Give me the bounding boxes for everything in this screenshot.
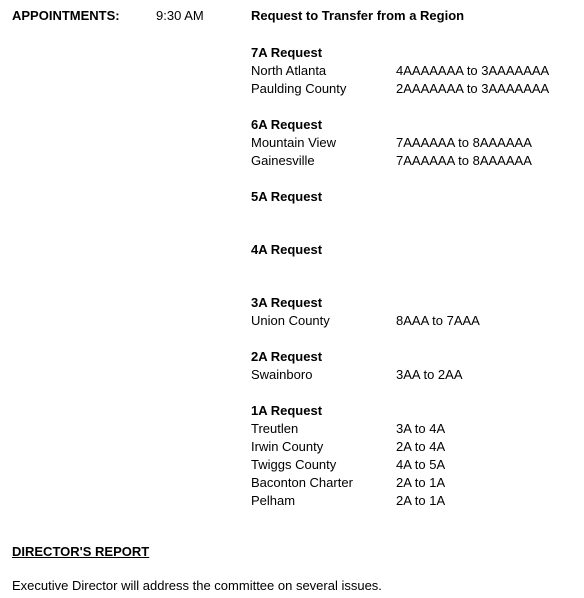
classification-change: 2A to 4A	[396, 439, 446, 454]
school-name: Gainesville	[251, 153, 315, 168]
director-report-heading: DIRECTOR'S REPORT	[12, 544, 150, 559]
school-name: Twiggs County	[251, 457, 337, 472]
school-name: Treutlen	[251, 421, 299, 436]
classification-change: 7AAAAAA to 8AAAAAA	[396, 153, 532, 168]
school-name: Union County	[251, 313, 330, 328]
request-title: 2A Request	[251, 349, 323, 364]
request-block	[251, 348, 571, 384]
request-block	[251, 44, 571, 98]
request-title: 6A Request	[251, 117, 323, 132]
classification-change: 7AAAAAA to 8AAAAAA	[396, 135, 532, 150]
request-row	[251, 62, 571, 80]
classification-change: 4A to 5A	[396, 457, 446, 472]
classification-change: 3AA to 2AA	[396, 367, 463, 382]
classification-change: 3A to 4A	[396, 421, 446, 436]
school-name: North Atlanta	[251, 63, 327, 78]
request-title: 3A Request	[251, 295, 323, 310]
appointment-time: 9:30 AM	[156, 8, 204, 23]
school-name: Irwin County	[251, 439, 324, 454]
request-block	[251, 116, 571, 170]
classification-change: 8AAA to 7AAA	[396, 313, 480, 328]
request-row	[251, 312, 571, 330]
school-name: Mountain View	[251, 135, 337, 150]
request-block	[251, 402, 571, 510]
request-title: 7A Request	[251, 45, 323, 60]
school-name: Paulding County	[251, 81, 347, 96]
section-label: APPOINTMENTS:	[12, 8, 120, 23]
school-name: Swainboro	[251, 367, 313, 382]
request-row	[251, 474, 571, 492]
request-row	[251, 134, 571, 152]
classification-change: 2A to 1A	[396, 493, 446, 508]
school-name: Baconton Charter	[251, 475, 353, 490]
request-row	[251, 456, 571, 474]
request-row	[251, 438, 571, 456]
request-title: 1A Request	[251, 403, 323, 418]
request-row	[251, 152, 571, 170]
request-row	[251, 420, 571, 438]
page-title: Request to Transfer from a Region	[251, 8, 465, 23]
request-row	[251, 492, 571, 510]
request-title: 5A Request	[251, 189, 323, 204]
request-block	[251, 188, 571, 206]
classification-change: 2AAAAAAA to 3AAAAAAA	[396, 81, 550, 96]
director-report-text: Executive Director will address the committee on several issues.	[12, 578, 382, 593]
request-block	[251, 294, 571, 330]
request-list	[251, 44, 571, 528]
classification-change: 4AAAAAAA to 3AAAAAAA	[396, 63, 550, 78]
request-block	[251, 241, 571, 259]
classification-change: 2A to 1A	[396, 475, 446, 490]
request-title: 4A Request	[251, 242, 323, 257]
request-row	[251, 80, 571, 98]
school-name: Pelham	[251, 493, 296, 508]
request-row	[251, 366, 571, 384]
